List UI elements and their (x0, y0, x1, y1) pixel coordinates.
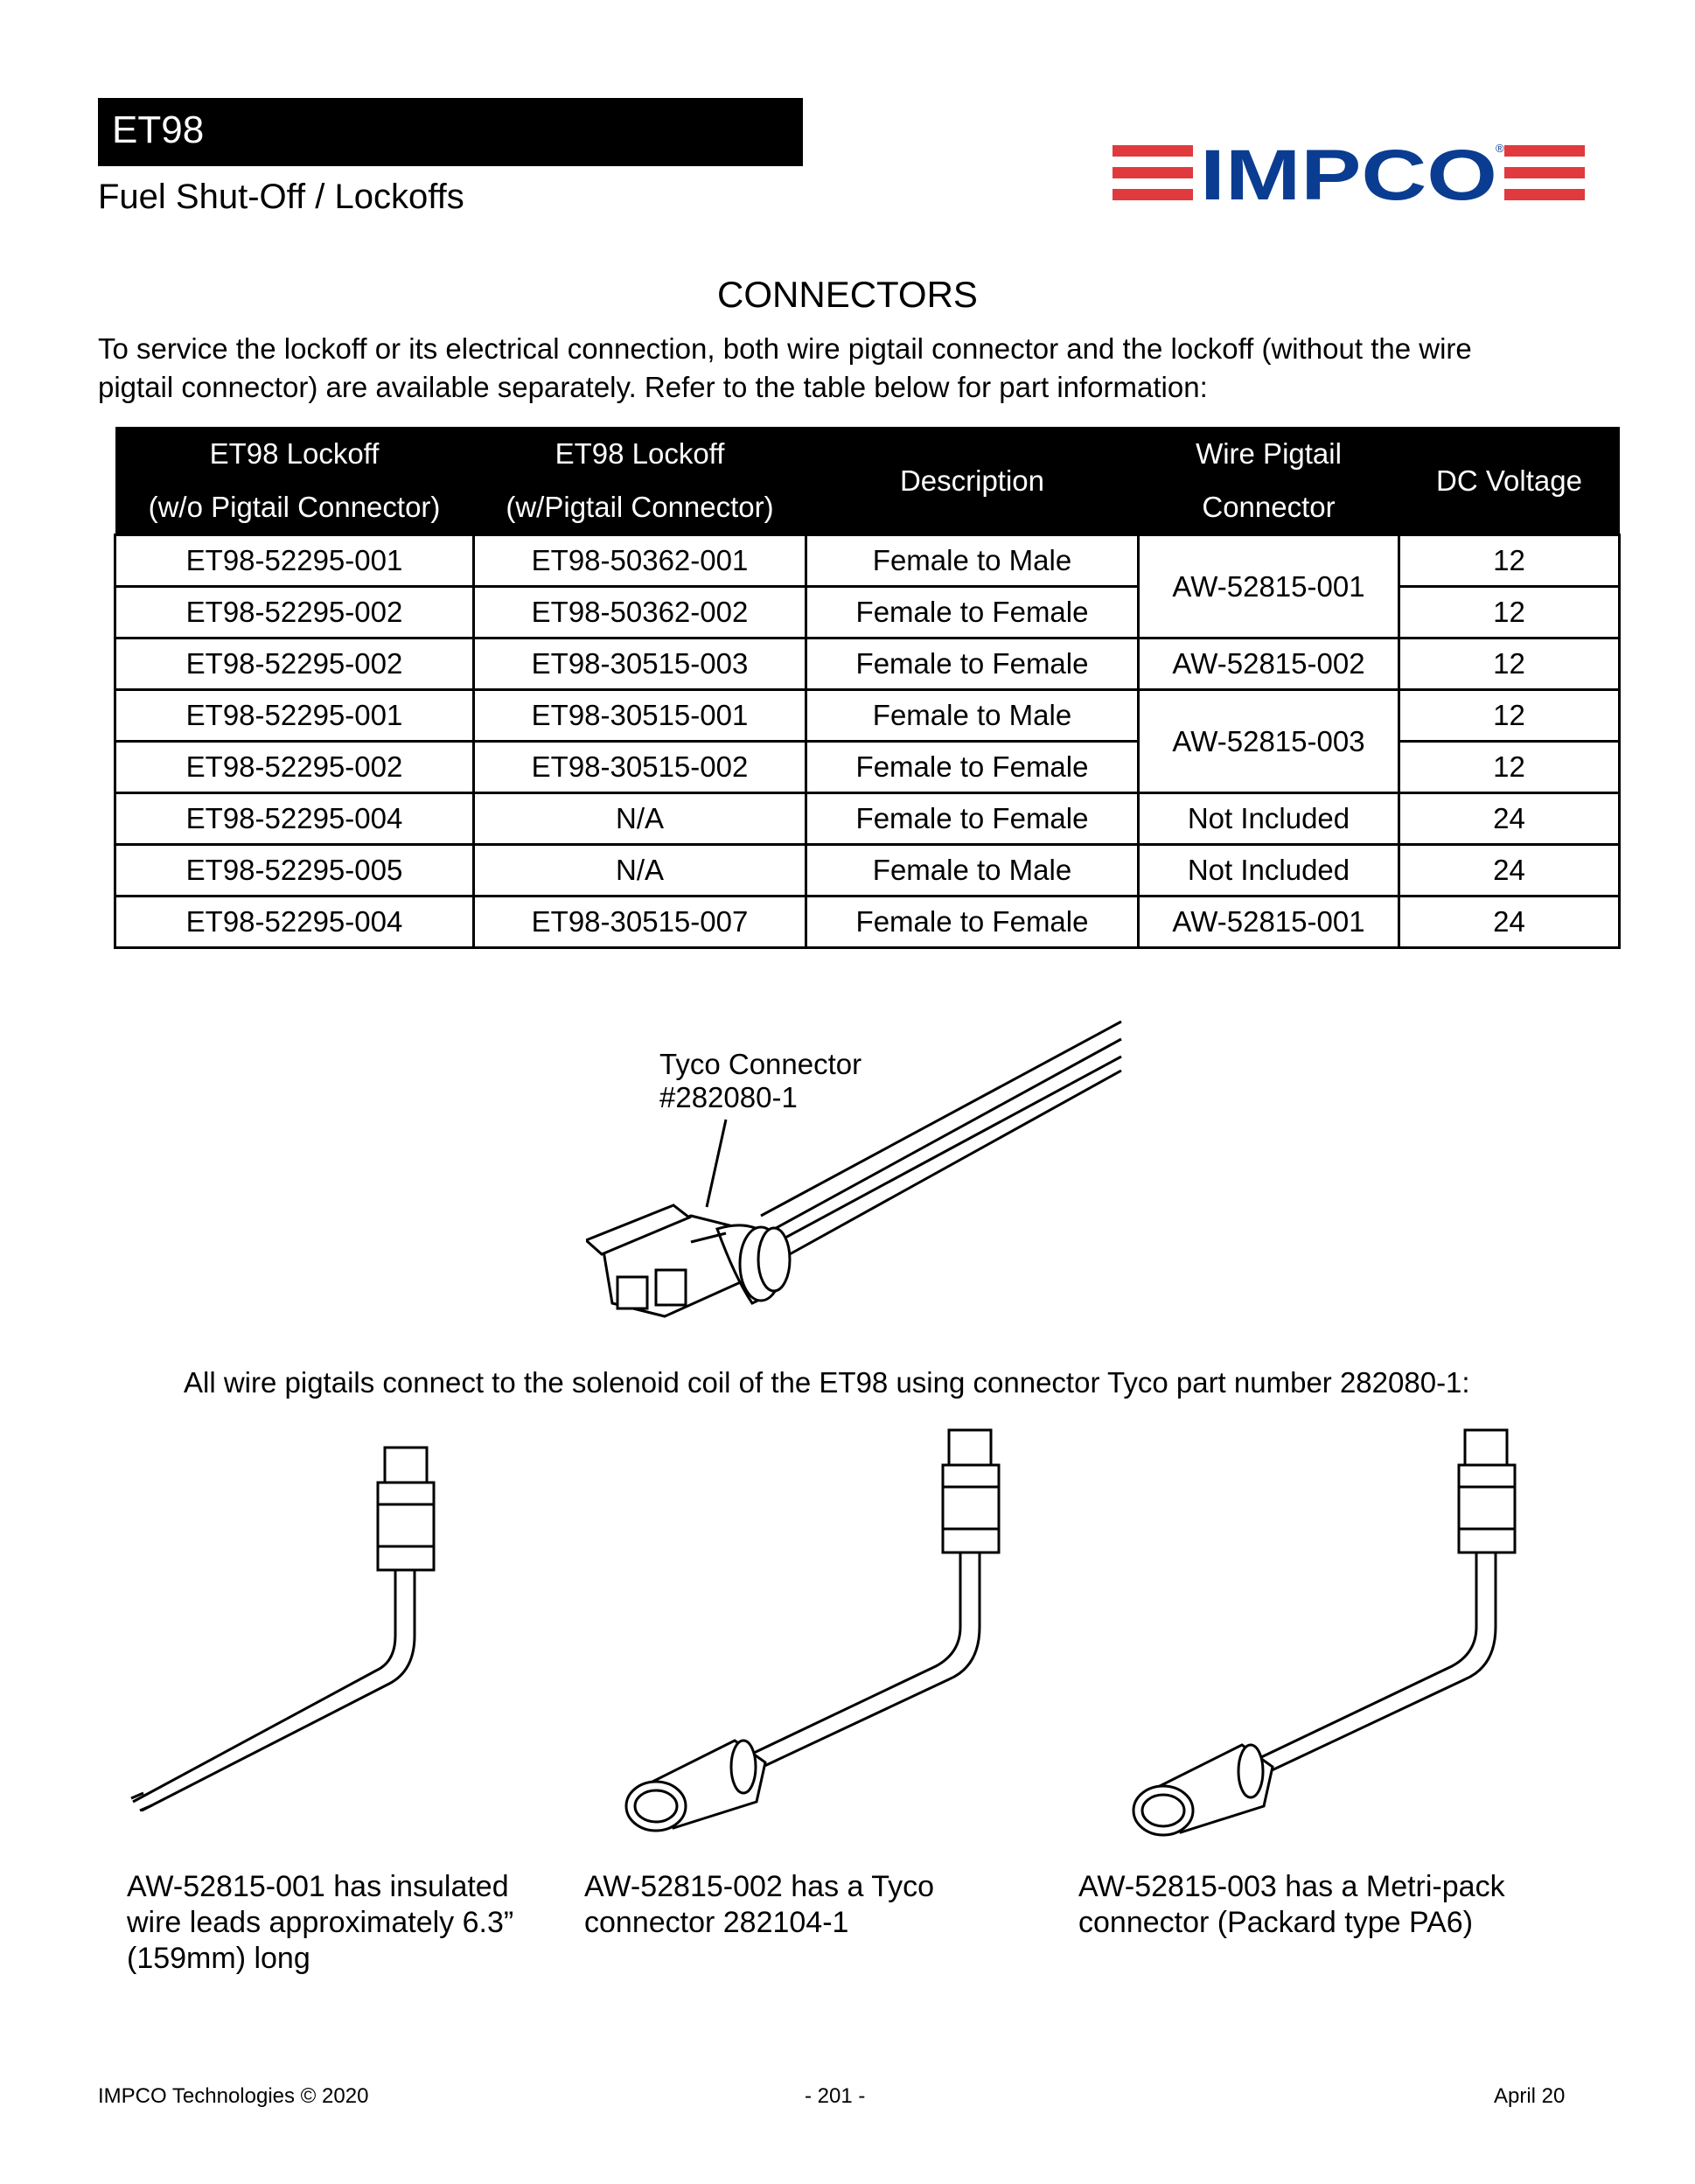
pigtail-metri-pack-illustration (1128, 1417, 1531, 1837)
cell-connector: AW-52815-001 (1139, 897, 1399, 948)
cell-part-without-pigtail: ET98-52295-005 (115, 845, 474, 897)
description-line: wire leads approximately 6.3” (127, 1906, 514, 1939)
header-text: ET98 Lockoff (209, 437, 380, 470)
cell-description: Female to Male (806, 690, 1139, 742)
cell-description: Female to Female (806, 742, 1139, 793)
description-line: AW-52815-001 has insulated (127, 1870, 509, 1903)
cell-description: Female to Female (806, 897, 1139, 948)
cell-description: Female to Female (806, 793, 1139, 845)
product-code: ET98 (112, 108, 205, 151)
cell-part-without-pigtail: ET98-52295-001 (115, 690, 474, 742)
cell-part-with-pigtail: N/A (474, 845, 806, 897)
logo-right-stripe-bottom (1504, 189, 1585, 200)
cell-part-with-pigtail: ET98-50362-001 (474, 535, 806, 587)
description-line: connector 282104-1 (584, 1906, 849, 1939)
table-row (115, 638, 1620, 690)
header-text: Wire Pigtail (1196, 437, 1342, 470)
cell-voltage: 12 (1399, 690, 1620, 742)
cell-connector: Not Included (1139, 845, 1399, 897)
pigtail-tyco-connector-illustration (612, 1417, 1015, 1837)
cell-voltage: 24 (1399, 793, 1620, 845)
cell-part-without-pigtail: ET98-52295-004 (115, 897, 474, 948)
footer-copyright: IMPCO Technologies © 2020 (98, 2084, 369, 2108)
table-row (115, 690, 1620, 742)
figure-caption: All wire pigtails connect to the solenoid coil of the ET98 using connector Tyco part number 282080-1: (184, 1366, 1470, 1399)
pigtail-description-3 (1078, 1869, 1505, 1941)
connector-body (586, 1205, 790, 1316)
header-text: (w/Pigtail Connector) (506, 491, 774, 523)
connector-wires (761, 1022, 1121, 1259)
cell-description: Female to Female (806, 638, 1139, 690)
header-lockoff-without-pigtail (115, 427, 474, 535)
page-subtitle: Fuel Shut-Off / Lockoffs (98, 178, 464, 216)
cell-part-without-pigtail: ET98-52295-002 (115, 742, 474, 793)
cell-part-without-pigtail: ET98-52295-004 (115, 793, 474, 845)
table-row (115, 535, 1620, 587)
cell-part-with-pigtail: ET98-30515-002 (474, 742, 806, 793)
cell-connector: AW-52815-002 (1139, 638, 1399, 690)
footer-page-number: - 201 - (805, 2084, 866, 2108)
cell-part-with-pigtail: ET98-30515-001 (474, 690, 806, 742)
table-row (115, 845, 1620, 897)
header-lockoff-with-pigtail (474, 427, 806, 535)
header-description: Description (806, 427, 1139, 535)
header-text: Connector (1202, 491, 1336, 523)
description-line: AW-52815-003 has a Metri-pack (1078, 1870, 1505, 1903)
callout-leader-line (707, 1120, 726, 1207)
product-title-bar (98, 98, 803, 166)
cell-part-with-pigtail: ET98-30515-003 (474, 638, 806, 690)
cell-part-with-pigtail: ET98-50362-002 (474, 587, 806, 638)
logo-left-stripe-mid (1113, 167, 1193, 178)
intro-line-2: pigtail connector) are available separately. Refer to the table below for part information: (98, 371, 1208, 403)
pigtail-description-1 (127, 1869, 513, 1977)
intro-paragraph (98, 330, 1585, 407)
description-line: AW-52815-002 has a Tyco (584, 1870, 935, 1903)
cell-description: Female to Female (806, 587, 1139, 638)
impco-logo (1113, 140, 1585, 206)
cell-description: Female to Male (806, 535, 1139, 587)
cell-part-without-pigtail: ET98-52295-001 (115, 535, 474, 587)
cell-voltage: 12 (1399, 638, 1620, 690)
header-text: ET98 Lockoff (555, 437, 725, 470)
cell-voltage: 12 (1399, 535, 1620, 587)
cell-voltage: 24 (1399, 845, 1620, 897)
cell-part-without-pigtail: ET98-52295-002 (115, 638, 474, 690)
cell-connector: AW-52815-001 (1139, 535, 1399, 638)
pigtail-description-2 (584, 1869, 934, 1941)
parts-table (114, 427, 1621, 949)
tyco-connector-illustration (586, 1015, 1146, 1364)
header-text: (w/o Pigtail Connector) (148, 491, 441, 523)
intro-line-1: To service the lockoff or its electrical connection, both wire pigtail connector and the lockoff (without the wire (98, 332, 1472, 365)
footer-date: April 20 (1494, 2084, 1566, 2108)
cell-part-with-pigtail: ET98-30515-007 (474, 897, 806, 948)
callout-line-1: Tyco Connector (659, 1048, 862, 1080)
cell-part-with-pigtail: N/A (474, 793, 806, 845)
logo-left-stripe-top (1113, 145, 1193, 157)
cell-connector: AW-52815-003 (1139, 690, 1399, 793)
cell-voltage: 24 (1399, 897, 1620, 948)
description-line: (159mm) long (127, 1942, 310, 1975)
logo-wordmark: IMPCO (1200, 140, 1497, 206)
description-line: connector (Packard type PA6) (1078, 1906, 1474, 1939)
header-dc-voltage: DC Voltage (1399, 427, 1620, 535)
cell-part-without-pigtail: ET98-52295-002 (115, 587, 474, 638)
pigtail-insulated-leads-illustration (122, 1434, 490, 1819)
table-row (115, 897, 1620, 948)
logo-right-stripe-top (1504, 145, 1585, 157)
header-wire-pigtail-connector (1139, 427, 1399, 535)
table-header-row (115, 427, 1620, 535)
cell-voltage: 12 (1399, 742, 1620, 793)
callout-line-2: #282080-1 (659, 1081, 798, 1113)
cell-connector: Not Included (1139, 793, 1399, 845)
logo-registered-mark: ® (1496, 142, 1504, 155)
cell-voltage: 12 (1399, 587, 1620, 638)
cell-description: Female to Male (806, 845, 1139, 897)
logo-right-stripe-mid (1504, 167, 1585, 178)
logo-left-stripe-bottom (1113, 189, 1193, 200)
section-heading: CONNECTORS (717, 274, 978, 315)
table-row (115, 793, 1620, 845)
